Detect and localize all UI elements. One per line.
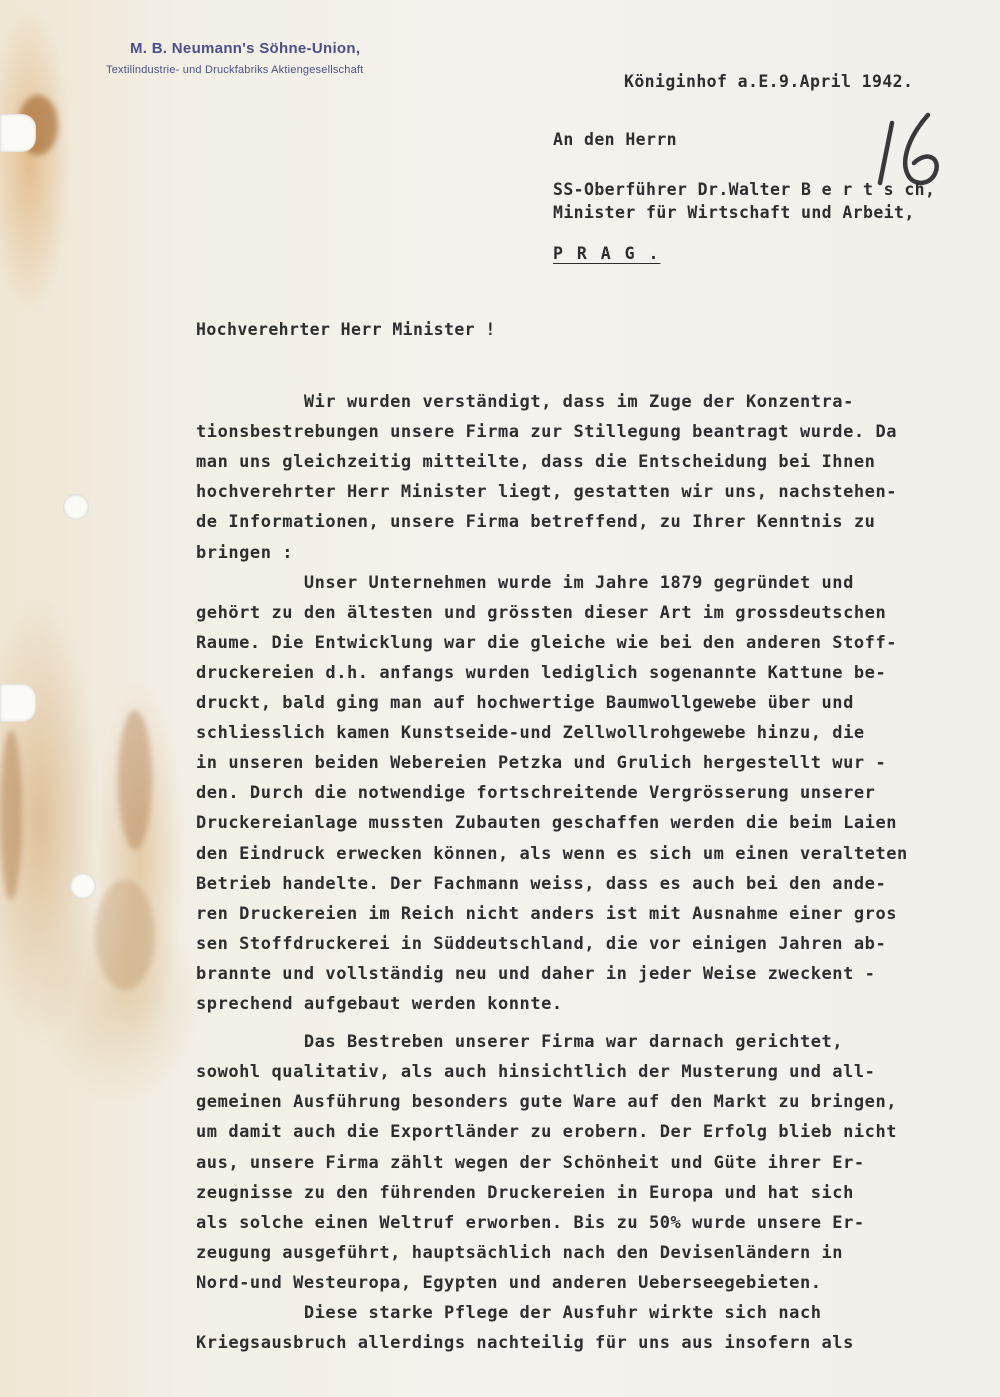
rust-stain	[118, 710, 152, 850]
body-line: zeugnisse zu den führenden Druckereien in Europa und hat sich	[196, 1182, 854, 1203]
body-line: Das Bestreben unserer Firma war darnach gerichtet,	[196, 1032, 844, 1053]
recipient-salutation: An den Herrn	[553, 130, 678, 149]
body-line: sen Stoffdruckerei in Süddeutschland, die vor einigen Jahren ab-	[196, 933, 887, 954]
body-line: ren Druckereien im Reich nicht anders ist mit Ausnahme einer gros	[196, 903, 898, 924]
body-line: sowohl qualitativ, als auch hinsichtlich der Musterung und all-	[196, 1062, 876, 1083]
punch-hole	[70, 873, 96, 899]
letterhead-subtitle: Textilindustrie- und Druckfabriks Aktiengesellschaft	[106, 64, 364, 76]
body-line: brannte und vollständig neu und daher in jeder Weise zweckent -	[196, 963, 876, 984]
body-line: den Eindruck erwecken können, als wenn es sich um einen veralteten	[196, 843, 908, 864]
body-line: druckt, bald ging man auf hochwertige Baumwollgewebe über und	[196, 693, 854, 713]
body-line: Nord-und Westeuropa, Egypten und anderen Ueberseegebieten.	[196, 1272, 822, 1293]
body-line: Druckereianlage mussten Zubauten geschaffen werden die beim Laien	[196, 813, 898, 834]
body-line: druckereien d.h. anfangs wurden lediglich sogenannte Kattune be-	[196, 662, 887, 683]
body-line: sprechend aufgebaut werden konnte.	[196, 994, 563, 1014]
body-line: gemeinen Ausführung besonders gute Ware auf den Markt zu bringen,	[196, 1092, 898, 1113]
body-line: Wir wurden verständigt, dass im Zuge der Konzentra-	[196, 392, 854, 412]
body-line: in unseren beiden Webereien Petzka und Grulich hergestellt wur -	[196, 753, 887, 774]
rust-stain	[95, 880, 155, 990]
body-line: den. Durch die notwendige fortschreitende Vergrösserung unserer	[196, 783, 876, 804]
body-line: Raume. Die Entwicklung war die gleiche wie bei den anderen Stoff-	[196, 632, 898, 653]
rust-stain	[0, 730, 22, 900]
body-line: gehört zu den ältesten und grössten dieser Art im grossdeutschen	[196, 602, 887, 623]
body-line: bringen :	[196, 542, 294, 563]
letterhead-company: M. B. Neumann's Söhne-Union,	[130, 40, 361, 57]
body-line: man uns gleichzeitig mitteilte, dass die Entscheidung bei Ihnen	[196, 452, 876, 473]
recipient-title: Minister für Wirtschaft und Arbeit,	[553, 203, 915, 222]
punch-hole	[0, 684, 36, 722]
body-line: Kriegsausbruch allerdings nachteilig für uns aus insofern als	[196, 1333, 854, 1354]
date-line: Königinhof a.E.9.April 1942.	[624, 72, 914, 91]
greeting: Hochverehrter Herr Minister !	[196, 320, 496, 339]
recipient-city: P R A G .	[553, 244, 661, 263]
body-line: Diese starke Pflege der Ausfuhr wirkte sich nach	[196, 1303, 822, 1323]
body-line: tionsbestrebungen unsere Firma zur Stillegung beantragt wurde. Da	[196, 422, 898, 443]
body-line: hochverehrter Herr Minister liegt, gestatten wir uns, nachstehen-	[196, 482, 898, 503]
body-line: aus, unsere Firma zählt wegen der Schönheit und Güte ihrer Er-	[196, 1152, 865, 1173]
body-line: als solche einen Weltruf erworben. Bis zu 50% wurde unsere Er-	[196, 1212, 865, 1233]
recipient-name: SS-Oberführer Dr.Walter B e r t s ch,	[553, 180, 936, 199]
body-line: zeugung ausgeführt, hauptsächlich nach den Devisenländern in	[196, 1242, 844, 1263]
body-line: um damit auch die Exportländer zu erobern. Der Erfolg blieb nicht	[196, 1122, 898, 1143]
punch-hole	[63, 494, 89, 520]
body-line: de Informationen, unsere Firma betreffend, zu Ihrer Kenntnis zu	[196, 512, 876, 533]
punch-hole	[0, 114, 36, 152]
body-line: Unser Unternehmen wurde im Jahre 1879 gegründet und	[196, 572, 854, 593]
body-line: Betrieb handelte. Der Fachmann weiss, dass es auch bei den ande-	[196, 873, 887, 894]
body-line: schliesslich kamen Kunstseide-und Zellwollrohgewebe hinzu, die	[196, 723, 865, 744]
